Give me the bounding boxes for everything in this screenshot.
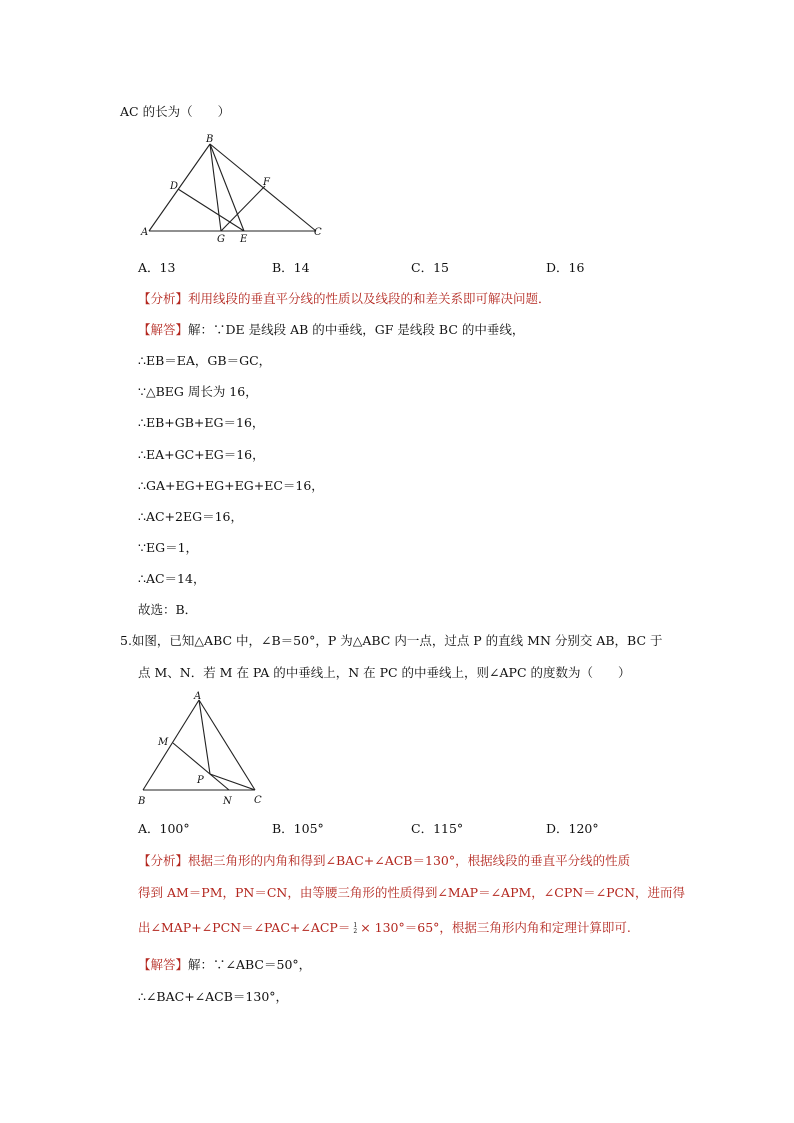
q5-figure bbox=[135, 688, 275, 810]
frac-den: 2 bbox=[353, 927, 358, 935]
q4-stem-tail: AC 的长为（ ） bbox=[120, 104, 231, 119]
label-f: F bbox=[263, 177, 270, 188]
q5-solution-tag: 【解答】 bbox=[138, 957, 189, 972]
q4-analysis-tag: 【分析】 bbox=[138, 291, 189, 306]
segment-pc bbox=[210, 774, 255, 790]
q5-analysis-line2: 得到 AM＝PM，PN＝CN，由等腰三角形的性质得到∠MAP＝∠APM，∠CPN＝∠PCN，进而得 bbox=[138, 885, 686, 900]
q5-step-2: ∴∠BAC+∠ACB＝130°， bbox=[138, 989, 289, 1004]
q5-stem-line1: 5.如图，已知△ABC 中，∠B＝50°，P 为△ABC 内一点，过点 P 的直线 MN 分别交 AB，BC 于 bbox=[120, 633, 663, 648]
q5-analysis-text1: 根据三角形的内角和得到∠BAC+∠ACB＝130°，根据线段的垂直平分线的性质 bbox=[188, 853, 631, 868]
label-a: A bbox=[141, 227, 149, 238]
q5-option-b: B．105° bbox=[272, 821, 324, 836]
q4-option-a: A．13 bbox=[138, 260, 176, 275]
q4-option-d: D．16 bbox=[546, 260, 585, 275]
label-a: A bbox=[194, 691, 202, 702]
q4-step-3: ∴EB+GB+EG＝16， bbox=[138, 415, 265, 430]
q4-step-2: ∵△BEG 周长为 16， bbox=[138, 384, 258, 399]
q4-step-5: ∴GA+EG+EG+EG+EC＝16， bbox=[138, 478, 324, 493]
q4-step-8: ∴AC＝14， bbox=[138, 571, 206, 586]
q4-conclusion: 故选：B． bbox=[138, 602, 198, 617]
q5-option-a: A．100° bbox=[138, 821, 190, 836]
label-e: E bbox=[240, 234, 248, 245]
fraction-one-half bbox=[353, 923, 357, 935]
q5-option-d: D．120° bbox=[546, 821, 599, 836]
q4-figure bbox=[140, 132, 330, 244]
label-c: C bbox=[254, 795, 262, 806]
label-b: B bbox=[206, 134, 214, 145]
q4-step-4: ∴EA+GC+EG＝16， bbox=[138, 447, 265, 462]
label-b: B bbox=[138, 796, 146, 807]
segment-ap bbox=[199, 700, 210, 774]
segment-gf bbox=[221, 186, 265, 231]
q5-option-c: C．115° bbox=[411, 821, 464, 836]
q4-step-6: ∴AC+2EG＝16， bbox=[138, 509, 243, 524]
q4-solution-tag: 【解答】 bbox=[138, 322, 189, 337]
label-m: M bbox=[158, 737, 169, 748]
q4-step-1: ∴EB＝EA，GB＝GC， bbox=[138, 353, 272, 368]
q4-option-c: C．15 bbox=[411, 260, 449, 275]
label-d: D bbox=[170, 181, 179, 192]
q5-stem-line2: 点 M、N．若 M 在 PA 的中垂线上，N 在 PC 的中垂线上，则∠APC 的度数为（ ） bbox=[138, 665, 631, 680]
segment-ab bbox=[143, 700, 199, 790]
label-p: P bbox=[197, 775, 204, 786]
q5-solution-first: 解：∵∠ABC＝50°， bbox=[188, 957, 312, 972]
frac-num: 1 bbox=[353, 921, 358, 929]
label-c: C bbox=[314, 227, 322, 238]
label-g: G bbox=[217, 234, 225, 245]
q5-analysis-text3b: × 130°＝65°，根据三角形内角和定理计算即可. bbox=[360, 920, 631, 935]
segment-ab bbox=[149, 144, 210, 231]
q4-analysis bbox=[138, 290, 551, 308]
segment-de bbox=[178, 189, 244, 231]
q4-option-b: B．14 bbox=[272, 260, 310, 275]
q5-analysis-text3a: 出∠MAP+∠PCN＝∠PAC+∠ACP＝ bbox=[138, 920, 351, 935]
q4-analysis-text: 利用线段的垂直平分线的性质以及线段的和差关系即可解决问题． bbox=[188, 291, 551, 306]
q5-analysis-line1 bbox=[138, 852, 630, 870]
q4-solution bbox=[138, 321, 524, 339]
q5-analysis-tag: 【分析】 bbox=[138, 853, 189, 868]
q5-solution bbox=[138, 956, 311, 974]
q5-analysis-line3 bbox=[138, 919, 631, 937]
segment-ac bbox=[199, 700, 255, 790]
label-n: N bbox=[223, 796, 232, 807]
q4-step-7: ∵EG＝1， bbox=[138, 540, 199, 555]
q4-solution-first: 解：∵DE 是线段 AB 的中垂线，GF 是线段 BC 的中垂线， bbox=[188, 322, 525, 337]
